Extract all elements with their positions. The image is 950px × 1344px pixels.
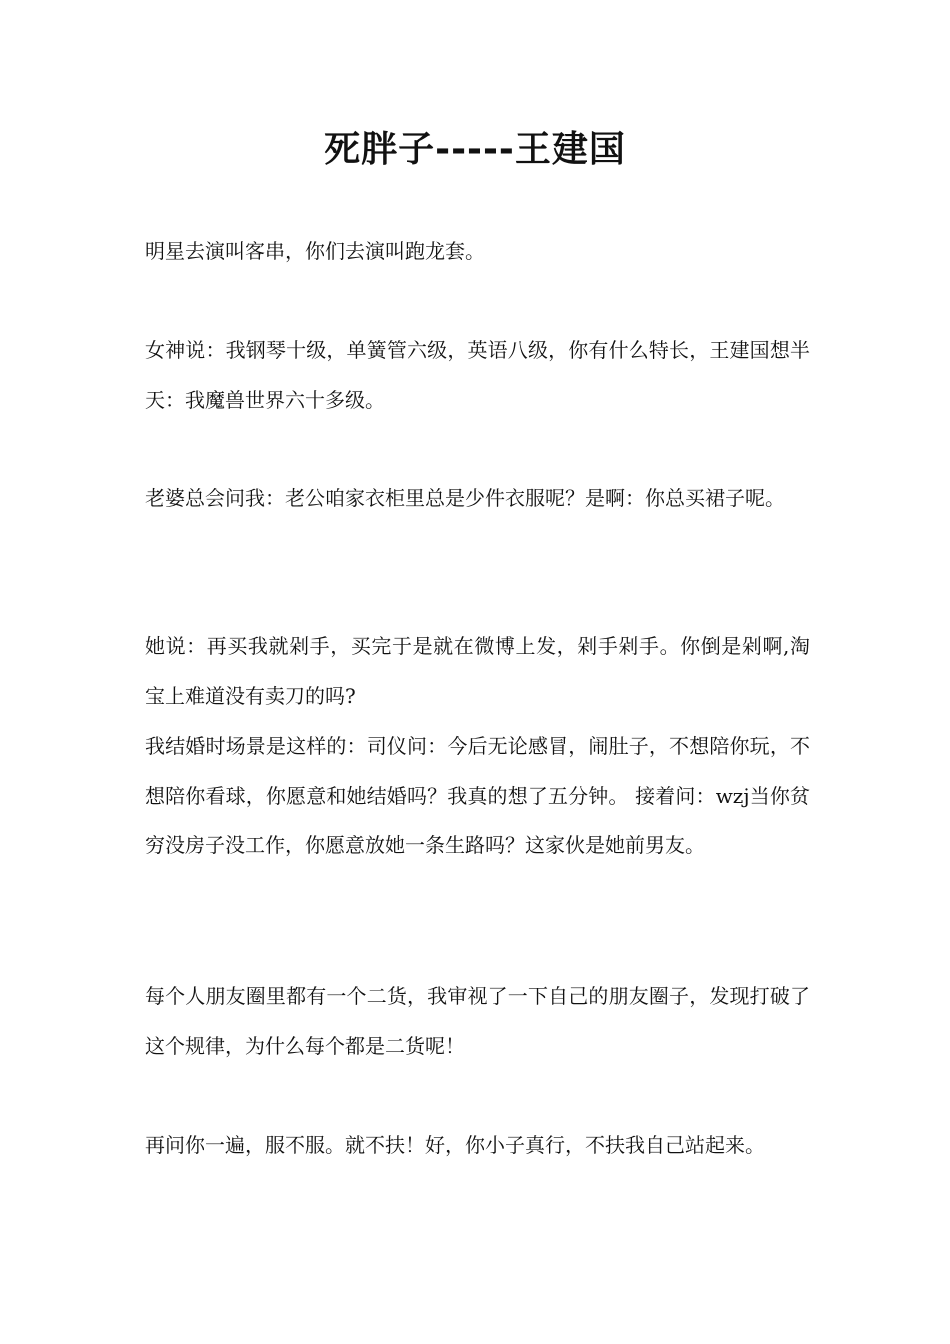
paragraph-6: 每个人朋友圈里都有一个二货，我审视了一下自己的朋友圈子，发现打破了这个规律，为什么每个都是二货呢！: [145, 984, 810, 1058]
paragraph-7: 再问你一遍，服不服。就不扶！好，你小子真行，不扶我自己站起来。: [145, 1133, 765, 1157]
document-title: 死胖子-----王建国: [324, 129, 626, 170]
paragraph-3: 老婆总会问我：老公咱家衣柜里总是少件衣服呢？是啊：你总买裙子呢。: [145, 486, 785, 510]
paragraph-5: 我结婚时场景是这样的：司仪问：今后无论感冒，闹肚子，不想陪你玩，不想陪你看球，你愿意和她结婚吗？我真的想了五分钟。 接着问：wzj当你贫穷没房子没工作，你愿意放她一条生路吗？这家伙是她前男友。: [145, 734, 810, 857]
paragraph-1: 明星去演叫客串，你们去演叫跑龙套。: [145, 239, 485, 263]
paragraph-2: 女神说：我钢琴十级，单簧管六级，英语八级，你有什么特长，王建国想半天：我魔兽世界六十多级。: [145, 338, 810, 412]
paragraph-4: 她说：再买我就剁手，买完于是就在微博上发，剁手剁手。你倒是剁啊,淘宝上难道没有卖刀的吗?: [145, 634, 810, 708]
